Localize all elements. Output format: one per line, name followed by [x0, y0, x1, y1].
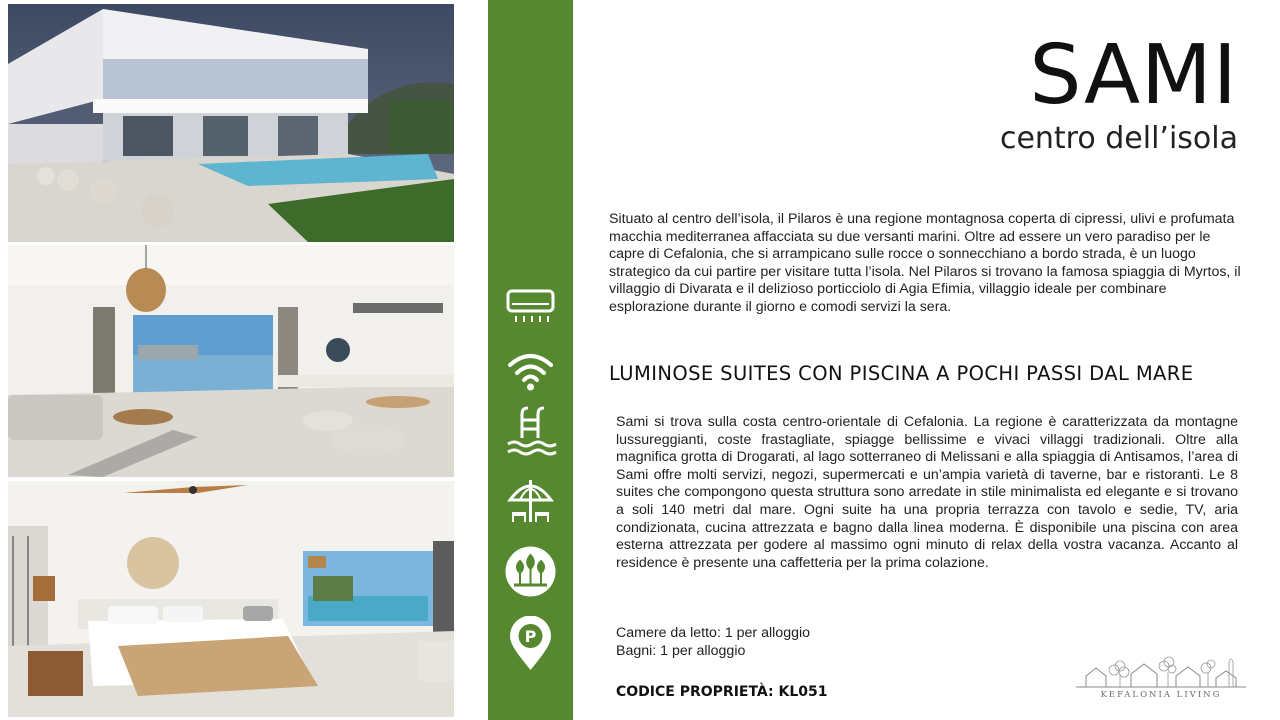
- wifi-icon: [502, 343, 559, 400]
- page-subtitle: centro dell’isola: [999, 121, 1238, 156]
- description-paragraph: Sami si trova sulla costa centro-orientale di Cefalonia. La regione è caratterizzata da montagne lussureggianti, coste frastagliate, spiagge bellissime e vivaci villaggi tradizionali. Oltre alla magnifica grotta di Drogarati, al lago sotterraneo di Melissani e alla spiaggia di Antisamos, l’area di Sami offre molti servizi, negozi, supermercati e un’ampia varietà di taverne, bar e ristoranti. Le 8 suites che compongono questa struttura sono arredate in stile minimalista ed elegante e si trovano a soli 140 metri dal mare. Ogni suite ha una propria terrazza con tavolo e sedie, TV, aria condizionata, cucina attrezzata e bagno dalla linea moderna. È disponibile una piscina con area esterna attrezzata per godere al massimo ogni minuto di relax della vostra vacanza. Accanto al residence è presente una caffetteria per la prima colazione.: [616, 414, 1238, 571]
- air-conditioner-icon: [502, 277, 559, 334]
- suite-living-room-photo: [8, 245, 454, 477]
- property-facts: [616, 625, 810, 660]
- suite-bedroom-photo: [8, 481, 454, 717]
- villa-exterior-photo: [8, 4, 454, 242]
- bathrooms-info: Bagni: 1 per alloggio: [616, 642, 746, 659]
- bedrooms-info: Camere da letto: 1 per alloggio: [616, 625, 811, 641]
- page-title: SAMI: [1029, 28, 1238, 123]
- pool-icon: [502, 402, 559, 459]
- section-heading: LUMINOSE SUITES CON PISCINA A POCHI PASSI DAL MARE: [609, 362, 1194, 385]
- garden-icon: [502, 543, 559, 600]
- amenities-sidebar: [488, 0, 573, 720]
- logo-text: KEFALONIA LIVING: [1100, 690, 1222, 700]
- intro-paragraph: Situato al centro dell’isola, il Pilaros è una regione montagnosa coperta di cipressi, ulivi e profumata macchia mediterranea affacciata su due versanti marini. Oltre ad essere un vero paradiso per le capre di Cefalonia, che si arrampicano sulle rocce o sonnecchiano a bordo strada, è un luogo strategico da cui partire per visitare tutta l’isola. Nel Pilaros si trovano la famosa spiaggia di Myrtos, il villaggio di Divarata e il delizioso porticciolo di Agia Efimia, villaggio ideale per combinare esplorazione durante il giorno e comodi servizi la sera.: [609, 211, 1241, 315]
- logo-graphic: [1076, 654, 1246, 690]
- parking-icon: [502, 616, 559, 673]
- svg-text:P: P: [524, 627, 537, 646]
- kefalonia-living-logo: [1076, 654, 1246, 702]
- umbrella-beach-icon: [502, 472, 559, 529]
- property-code: CODICE PROPRIETÀ: KL051: [616, 684, 828, 700]
